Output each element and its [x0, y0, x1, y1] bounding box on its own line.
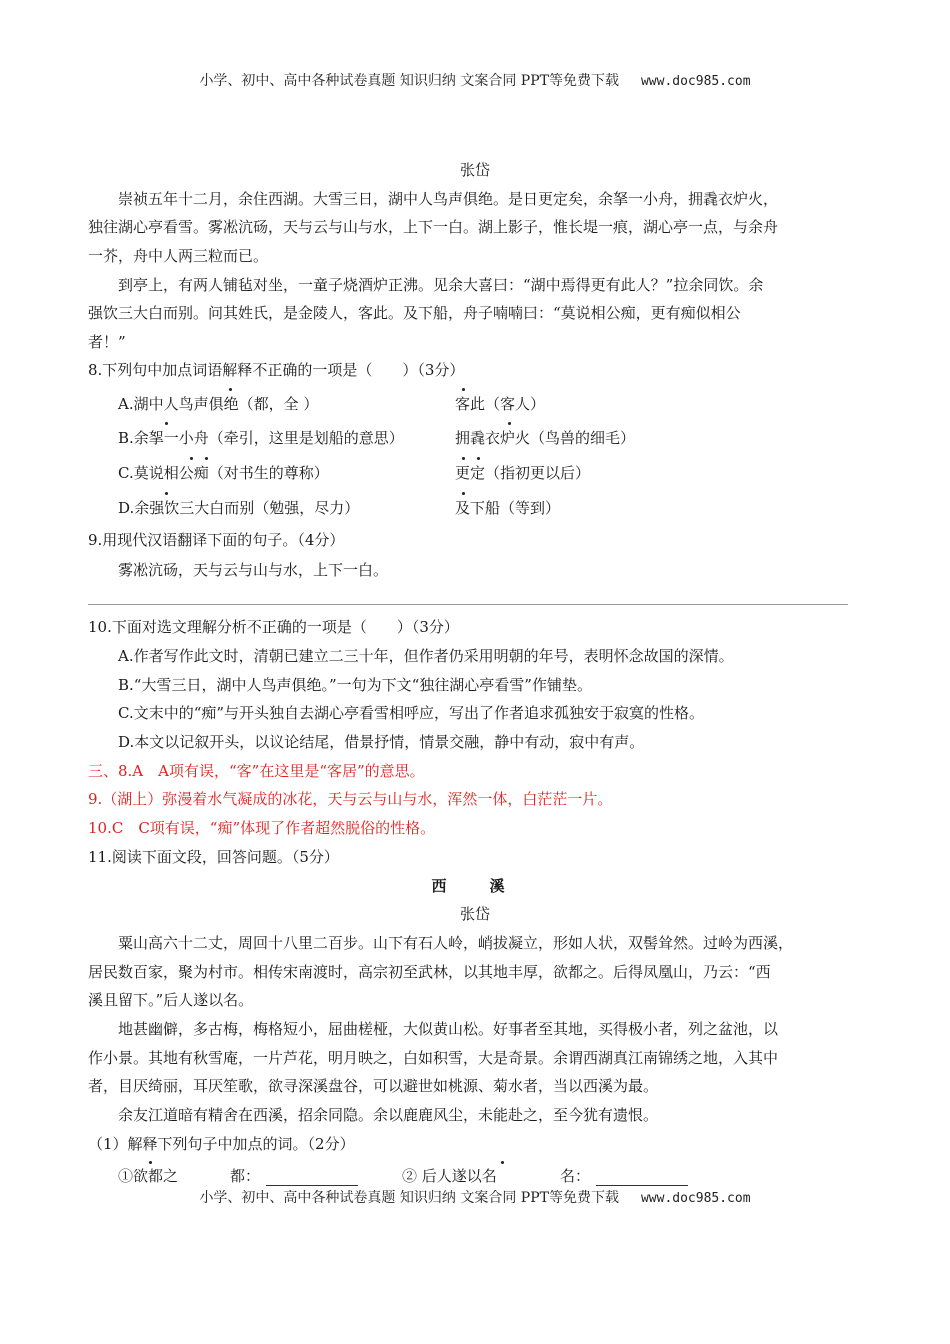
passage1-line: 独往湖心亭看雪。雾凇沆砀，天与云与山与水，上下一白。湖上影子，惟长堤一痕，湖心亭一点，与余舟: [88, 218, 779, 236]
q11-title: 西 溪: [431, 877, 519, 895]
answer-blank[interactable]: [266, 1171, 358, 1186]
q11-passage-line: 溪且留下。”后人遂以名。: [88, 991, 254, 1009]
q11-item2-answer: [560, 1166, 688, 1186]
q8-option-right: 及下船（等到）: [455, 499, 561, 517]
q11-passage-line: 居民数百家，聚为村市。相传宋南渡时，高宗初至武林，以其地丰厚，欲都之。后得凤凰山，乃云：“西: [88, 963, 771, 981]
emphasis-dot: [229, 388, 232, 391]
q11-passage-line: 者，目厌绮丽，耳厌笙歌，欲寻深溪盘谷，可以避世如桃源、菊水者，当以西溪为最。: [88, 1077, 659, 1095]
q11-passage-line: 作小景。其地有秋雪庵，一片芦花，明月映之，白如积雪，大是奇景。余谓西湖真江南锦绣之地，入其中: [88, 1049, 779, 1067]
q10-option: B.“大雪三日，湖中人鸟声俱绝。”一句为下文“独往湖心亭看雪”作铺垫。: [118, 676, 592, 694]
emphasis-dot: [462, 388, 465, 391]
passage1-author: 张岱: [459, 161, 490, 179]
q11-item1-word: 都：: [230, 1167, 261, 1185]
q11-passage-line: 地甚幽僻，多古梅，梅格短小，屈曲槎桠，大似黄山松。好事者至其地，买得极小者，列之盆池，以: [118, 1020, 779, 1038]
answer-line: 10.C C项有误，“痴”体现了作者超然脱俗的性格。: [88, 819, 436, 837]
q11-author: 张岱: [459, 905, 490, 923]
q10-stem: 10.下面对选文理解分析不正确的一项是（ ）（3分）: [88, 618, 459, 636]
answer-divider: [88, 604, 848, 605]
emphasis-dot: [477, 457, 480, 460]
q8-option-left: A.湖中人鸟声俱绝（都，全 ）: [118, 395, 319, 413]
emphasis-dot: [205, 457, 208, 460]
footer-site: www.doc985.com: [640, 1191, 751, 1206]
q11-stem: 11.阅读下面文段，回答问题。（5分）: [88, 848, 339, 866]
q8-option-right: 客此（客人）: [455, 395, 546, 413]
passage1-line: 一芥，舟中人两三粒而已。: [88, 247, 269, 265]
page-footer: [0, 1187, 950, 1207]
emphasis-dot: [462, 457, 465, 460]
header-text: 小学、初中、高中各种试卷真题 知识归纳 文案合同 PPT等免费下载: [199, 73, 619, 89]
passage1-line: 强饮三大白而别。问其姓氏，是金陵人，客此。及下船，舟子喃喃曰：“莫说相公痴，更有痴似相公: [88, 304, 741, 322]
page-header: [0, 70, 950, 90]
answer-line: 9.（湖上）弥漫着水气凝成的冰花，天与云与山与水，浑然一体，白茫茫一片。: [88, 790, 613, 808]
q10-option: A.作者写作此文时，清朝已建立二三十年，但作者仍采用明朝的年号，表明怀念故国的深情。: [118, 647, 734, 665]
q11-sub1: （1）解释下列句子中加点的词。（2分）: [88, 1135, 355, 1153]
emphasis-dot: [149, 1161, 152, 1164]
q8-option-left: D.余强饮三大白而别（勉强，尽力）: [118, 499, 360, 517]
q9-sentence: 雾凇沆砀，天与云与山与水，上下一白。: [118, 561, 389, 579]
q9-stem: 9.用现代汉语翻译下面的句子。（4分）: [88, 531, 345, 549]
q11-passage-line: 余友江道暗有精舍在西溪，招余同隐。余以鹿鹿风尘，未能赴之，至今犹有遗恨。: [118, 1106, 659, 1124]
answer-blank[interactable]: [596, 1171, 688, 1186]
emphasis-dot: [462, 492, 465, 495]
footer-text: 小学、初中、高中各种试卷真题 知识归纳 文案合同 PPT等免费下载: [199, 1190, 619, 1206]
q11-item1-answer: [230, 1166, 358, 1186]
emphasis-dot: [501, 1161, 504, 1164]
answer-line: 三、8.A A项有误，“客”在这里是“客居”的意思。: [88, 762, 425, 780]
emphasis-dot: [165, 492, 168, 495]
q8-option-right: 拥毳衣炉火（鸟兽的细毛）: [455, 429, 636, 447]
q8-option-left: B.余挐一小舟（牵引，这里是划船的意思）: [118, 429, 404, 447]
q11-item1: ①欲都之: [118, 1167, 179, 1185]
q11-item2: ② 后人遂以名: [402, 1167, 497, 1185]
q8-option-right: 更定（指初更以后）: [455, 464, 591, 482]
q11-item2-word: 名：: [560, 1167, 591, 1185]
passage1-line: 崇祯五年十二月，余住西湖。大雪三日，湖中人鸟声俱绝。是日更定矣，余拏一小舟，拥毳衣炉火，: [118, 190, 779, 208]
q10-option: D.本文以记叙开头，以议论结尾，借景抒情，情景交融，静中有动，寂中有声。: [118, 733, 645, 751]
q8-option-left: C.莫说相公痴（对书生的尊称）: [118, 464, 329, 482]
emphasis-dot: [190, 457, 193, 460]
passage1-line: 到亭上，有两人铺毡对坐，一童子烧酒炉正沸。见余大喜曰：“湖中焉得更有此人？”拉余同饮。余: [118, 276, 764, 294]
q8-stem: 8.下列句中加点词语解释不正确的一项是（ ）（3分）: [88, 361, 465, 379]
emphasis-dot: [508, 422, 511, 425]
q11-passage-line: 粟山高六十二丈，周回十八里二百步。山下有石人岭，峭拔凝立，形如人状，双髻耸然。过岭为西溪，: [118, 934, 794, 952]
header-site: www.doc985.com: [640, 74, 751, 89]
q10-option: C.文末中的“痴”与开头独自去湖心亭看雪相呼应，写出了作者追求孤独安于寂寞的性格。: [118, 704, 705, 722]
emphasis-dot: [165, 422, 168, 425]
passage1-line: 者！”: [88, 333, 126, 351]
